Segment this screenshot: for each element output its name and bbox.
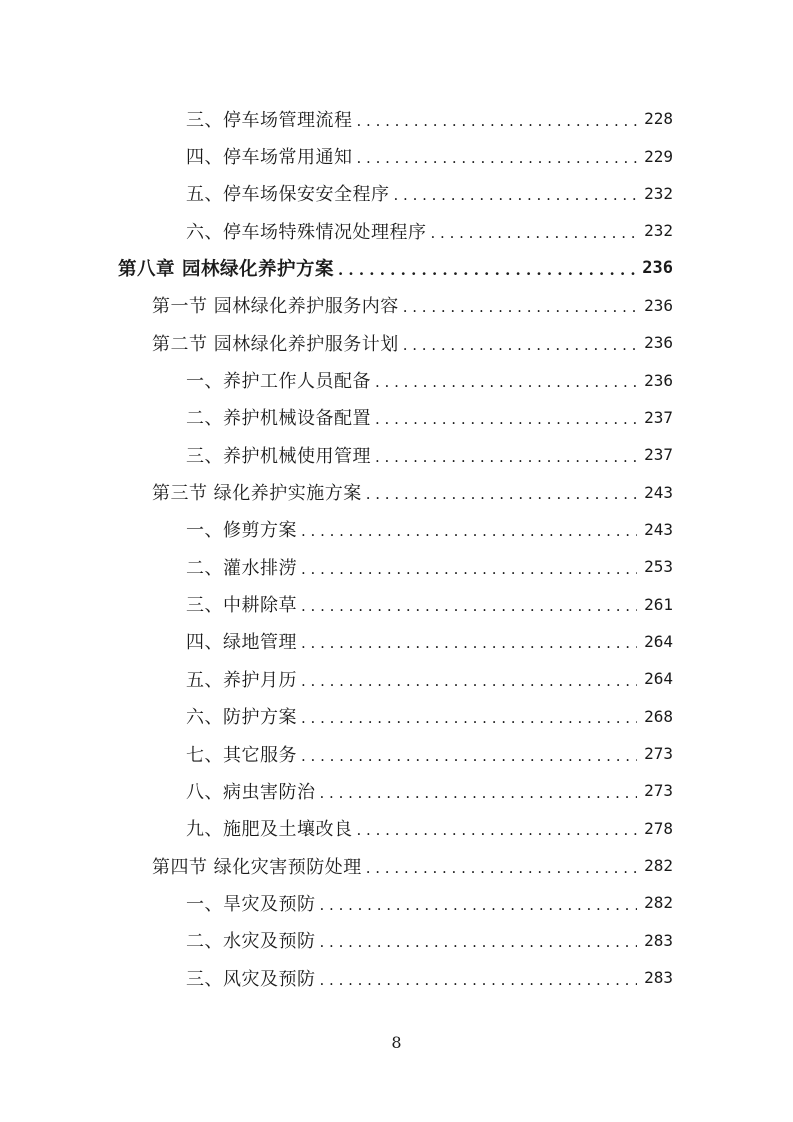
toc-leader-dots	[301, 672, 637, 690]
toc-leader-dots	[366, 485, 637, 503]
toc-entry-page: 264	[644, 669, 673, 689]
toc-entry-label: 四、停车场常用通知	[186, 147, 353, 169]
toc-entry-label: 四、绿地管理	[186, 632, 297, 654]
toc-entry-page: 228	[644, 109, 673, 129]
toc-subsection-entry[interactable]	[0, 735, 793, 772]
toc-entry-page: 261	[644, 594, 673, 614]
toc-leader-dots	[403, 336, 637, 354]
toc-entry-page: 236	[644, 370, 673, 390]
toc-entry-label: 九、施肥及土壤改良	[186, 819, 353, 841]
toc-leader-dots	[301, 597, 637, 615]
toc-entry-page: 273	[644, 781, 673, 801]
toc-subsection-entry[interactable]	[0, 810, 793, 847]
toc-subsection-entry[interactable]	[0, 585, 793, 622]
toc-entry-label: 第二节 园林绿化养护服务计划	[152, 333, 399, 355]
toc-subsection-entry[interactable]	[0, 548, 793, 585]
toc-entry-label: 三、停车场管理流程	[186, 109, 353, 131]
toc-entry-label: 三、养护机械使用管理	[186, 445, 371, 467]
toc-subsection-entry[interactable]	[0, 212, 793, 249]
toc-leader-dots	[366, 859, 637, 877]
toc-leader-dots	[394, 186, 638, 204]
toc-entry-page: 236	[644, 333, 673, 353]
toc-leader-dots	[357, 149, 638, 167]
toc-entry-label: 第一节 园林绿化养护服务内容	[152, 296, 399, 318]
toc-entry-page: 283	[644, 968, 673, 988]
toc-leader-dots	[320, 784, 638, 802]
toc-entry-label: 五、养护月历	[186, 669, 297, 691]
toc-section-entry[interactable]	[0, 287, 793, 324]
toc-entry-page: 236	[644, 295, 673, 315]
toc-entry-label: 二、养护机械设备配置	[186, 408, 371, 430]
toc-entry-page: 237	[644, 407, 673, 427]
toc-section-entry[interactable]	[0, 324, 793, 361]
toc-subsection-entry[interactable]	[0, 922, 793, 959]
toc-entry-label: 六、防护方案	[186, 707, 297, 729]
toc-entry-page: 232	[644, 221, 673, 241]
toc-leader-dots	[320, 933, 638, 951]
toc-subsection-entry[interactable]	[0, 511, 793, 548]
table-of-contents	[0, 100, 793, 996]
toc-section-entry[interactable]	[0, 847, 793, 884]
toc-subsection-entry[interactable]	[0, 698, 793, 735]
toc-leader-dots	[403, 298, 637, 316]
toc-subsection-entry[interactable]	[0, 884, 793, 921]
toc-entry-page: 243	[644, 482, 673, 502]
toc-entry-page: 237	[644, 445, 673, 465]
toc-entry-page: 282	[644, 893, 673, 913]
toc-entry-label: 三、风灾及预防	[186, 968, 316, 990]
toc-entry-label: 一、旱灾及预防	[186, 893, 316, 915]
toc-subsection-entry[interactable]	[0, 660, 793, 697]
toc-entry-page: 236	[642, 258, 673, 279]
toc-entry-label: 第四节 绿化灾害预防处理	[152, 856, 362, 878]
toc-entry-page: 232	[644, 183, 673, 203]
toc-subsection-entry[interactable]	[0, 436, 793, 473]
toc-subsection-entry[interactable]	[0, 772, 793, 809]
toc-leader-dots	[301, 560, 637, 578]
page-number: 8	[391, 1033, 402, 1052]
toc-subsection-entry[interactable]	[0, 100, 793, 137]
toc-entry-label: 二、灌水排涝	[186, 557, 297, 579]
toc-subsection-entry[interactable]	[0, 137, 793, 174]
toc-leader-dots	[301, 747, 637, 765]
toc-leader-dots	[375, 410, 637, 428]
toc-entry-page: 278	[644, 818, 673, 838]
toc-entry-label: 七、其它服务	[186, 744, 297, 766]
toc-entry-label: 第三节 绿化养护实施方案	[152, 483, 362, 505]
toc-entry-label: 三、中耕除草	[186, 595, 297, 617]
toc-subsection-entry[interactable]	[0, 623, 793, 660]
toc-section-entry[interactable]	[0, 473, 793, 510]
toc-leader-dots	[320, 896, 638, 914]
toc-leader-dots	[431, 224, 638, 242]
toc-subsection-entry[interactable]	[0, 399, 793, 436]
toc-entry-page: 282	[644, 856, 673, 876]
toc-entry-label: 八、病虫害防治	[186, 781, 316, 803]
toc-leader-dots	[375, 448, 637, 466]
toc-entry-page: 268	[644, 706, 673, 726]
toc-leader-dots	[357, 821, 638, 839]
toc-leader-dots	[320, 971, 638, 989]
toc-entry-label: 六、停车场特殊情况处理程序	[186, 221, 427, 243]
toc-entry-page: 283	[644, 930, 673, 950]
toc-leader-dots	[301, 634, 637, 652]
toc-leader-dots	[357, 112, 638, 130]
toc-subsection-entry[interactable]	[0, 175, 793, 212]
toc-entry-label: 一、养护工作人员配备	[186, 371, 371, 393]
toc-leader-dots	[301, 709, 637, 727]
toc-subsection-entry[interactable]	[0, 959, 793, 996]
toc-chapter-entry[interactable]	[0, 249, 793, 286]
toc-entry-label: 二、水灾及预防	[186, 931, 316, 953]
toc-entry-label: 五、停车场保安安全程序	[186, 184, 390, 206]
toc-entry-page: 253	[644, 557, 673, 577]
toc-entry-label: 第八章 园林绿化养护方案	[118, 259, 334, 281]
toc-entry-page: 243	[644, 519, 673, 539]
toc-entry-page: 264	[644, 631, 673, 651]
toc-entry-page: 229	[644, 146, 673, 166]
toc-subsection-entry[interactable]	[0, 361, 793, 398]
toc-leader-dots	[301, 522, 637, 540]
toc-leader-dots	[375, 373, 637, 391]
toc-leader-dots	[338, 261, 636, 279]
toc-entry-page: 273	[644, 744, 673, 764]
toc-entry-label: 一、修剪方案	[186, 520, 297, 542]
